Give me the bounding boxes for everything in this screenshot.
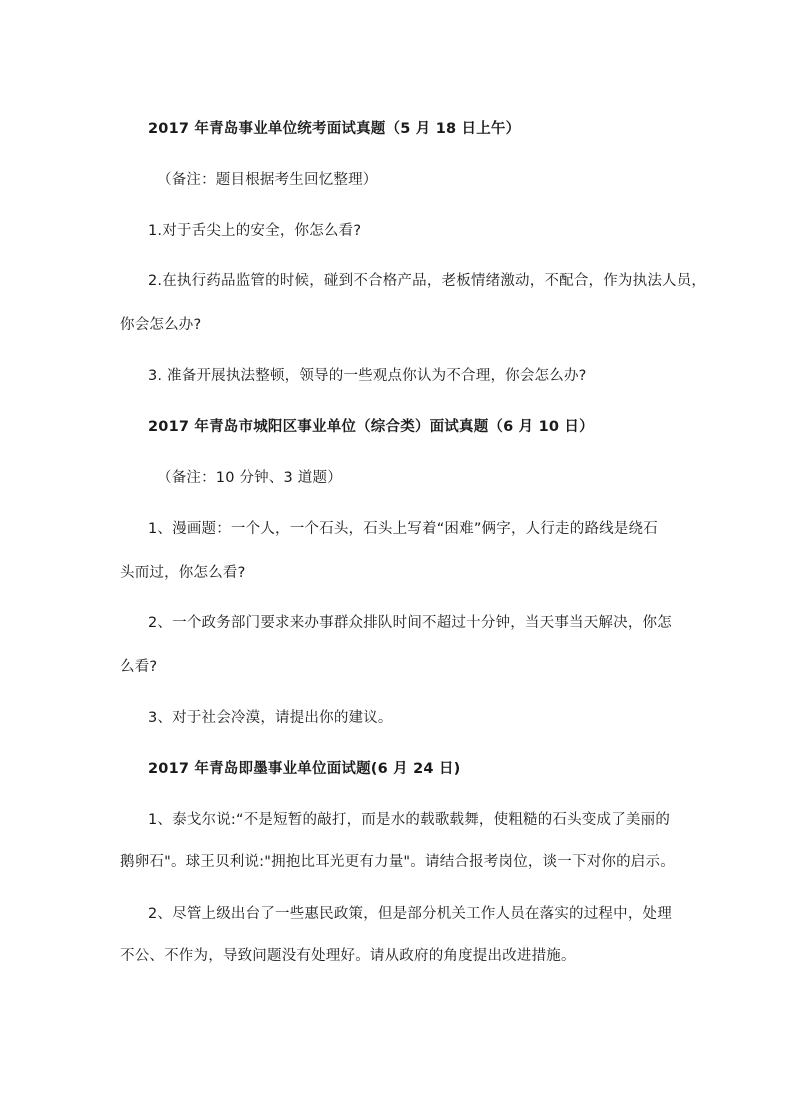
question-text-continued: 鹅卵石"。球王贝利说:"拥抱比耳光更有力量"。请结合报考岗位，谈一下对你的启示。 [120,854,675,870]
question-text: 1.对于舌尖上的安全，你怎么看? [148,223,362,239]
section-note: （备注：题目根据考生回忆整理） [157,172,378,188]
question-text: 2、尽管上级出台了一些惠民政策，但是部分机关工作人员在落实的过程中，处理 [148,906,672,922]
question-text: 2、一个政务部门要求来办事群众排队时间不超过十分钟，当天事当天解决，你怎 [148,615,672,631]
question-text: 1、漫画题：一个人，一个石头，石头上写着“困难”俩字，人行走的路线是绕石 [148,521,658,537]
question-text: 2.在执行药品监管的时候，碰到不合格产品，老板情绪激动，不配合，作为执法人员， [148,273,707,289]
question-text-continued: 头而过，你怎么看? [120,565,246,581]
question-text-continued: 你会怎么办? [120,317,202,333]
question-text-continued: 不公、不作为，导致问题没有处理好。请从政府的角度提出改进措施。 [120,948,576,964]
question-text: 1、泰戈尔说:“不是短暂的敲打，而是水的载歌载舞，使粗糙的石头变成了美丽的 [148,812,671,828]
question-text: 3. 准备开展执法整顿，领导的一些观点你认为不合理，你会怎么办? [148,368,587,384]
section-title: 2017 年青岛市城阳区事业单位（综合类）面试真题（6 月 10 日） [148,419,594,435]
section-title: 2017 年青岛事业单位统考面试真题（5 月 18 日上午） [148,121,521,137]
question-text: 3、对于社会冷漠，请提出你的建议。 [148,710,393,726]
question-text-continued: 么看? [120,659,158,675]
section-title: 2017 年青岛即墨事业单位面试题(6 月 24 日) [148,761,461,777]
section-note: （备注：10 分钟、3 道题） [157,470,342,486]
